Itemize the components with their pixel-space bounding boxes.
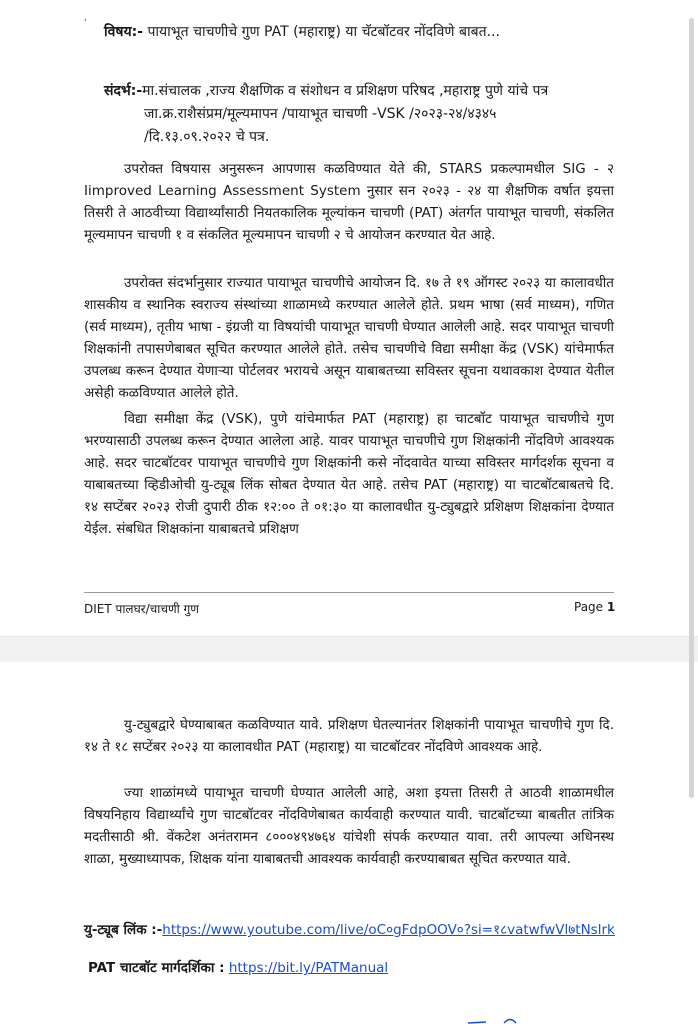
manual-label: PAT चाटबॉट मार्गदर्शिका : — [88, 960, 225, 976]
paragraph-1-text: उपरोक्त विषयास अनुसरून आपणास कळविण्यात येते की, STARS प्रकल्पामधील SIG - २ Iimproved Learning Assessment System नुसार सन २०२३ - २४ या शैक्षणिक वर्षात इयत्ता तिसरी ते आठवीच्या विद्यार्थ्यांसाठी नियतकालिक मूल्यांकन चाचणी (PAT) अंतर्गत पायाभूत चाचणी, संकलित मूल्यमापन चाचणी १ व संकलित मूल्यमापन चाचणी २ चे आयोजन करण्यात येत आहे. — [84, 161, 614, 243]
paragraph-2-text: उपरोक्त संदर्भानुसार राज्यात पायाभूत चाचणीचे आयोजन दि. १७ ते १९ ऑगस्ट २०२३ या कालावधीत शासकीय व स्थानिक स्वराज्य संस्थांच्या शाळामध्ये करण्यात आलेले होते. प्रथम भाषा (सर्व माध्यम), गणित (सर्व माध्यम), तृतीय भाषा - इंग्रजी या विषयांची पायाभूत चाचणी घेण्यात आलेली आहे. सदर पायाभूत चाचणी शिक्षकांनी तपासणेबाबत सूचित करण्यात आलेले होते. तसेच चाचणीचे विद्या समीक्षा केंद्र (VSK) यांचेमार्फत उपलब्ध करून देण्यात येणाऱ्या पोर्टलवर भरायचे असून याबाबतच्या सविस्तर सूचना यथावकाश देण्यात येतील असेही कळविण्यात आलेले होते. — [84, 275, 614, 401]
reference-line-3: /दि.१३.०९.२०२२ चे पत्र. — [144, 129, 270, 145]
paragraph-2 — [84, 272, 614, 404]
footer-divider — [84, 592, 614, 593]
paragraph-5-text: ज्या शाळांमध्ये पायाभूत चाचणी घेण्यात आलेली आहे, अशा इयत्ता तिसरी ते आठवी शाळामधील विषयनिहाय विद्यार्थ्यांचे गुण चाटबॉटवर नोंदविणेबाबत कार्यवाही करण्यात यावी. चाटबॉटच्या बाबतीत तांत्रिक मदतीसाठी श्री. वेंकटेश अनंतरामन ८०००४९४७६४ यांचेशी संपर्क करण्यात यावा. तरी आपल्या अधिनस्थ शाळा, मुख्याध्यापक, शिक्षक यांना याबाबतची आवश्यक कार्यवाही करण्याबाबत सूचित करण्यात यावे. — [84, 785, 614, 867]
reference-block — [104, 80, 684, 149]
reference-line-2: जा.क्र.राशैसंप्रम/मूल्यमापन /पायाभूत चाचणी -VSK /२०२३-२४/४३४५ — [144, 106, 497, 122]
paragraph-4 — [84, 714, 614, 758]
subject-text: पायाभूत चाचणीचे गुण PAT (महाराष्ट्र) या चॅटबॉटवर नोंदविणे बाबत... — [143, 24, 500, 40]
paragraph-5 — [84, 782, 614, 870]
youtube-link[interactable]: https://www.youtube.com/live/oC०gFdpOOV०?si=१८vatwfwVl७tNslrk — [162, 922, 615, 938]
document-page-2 — [0, 662, 698, 1024]
paragraph-3-text: विद्या समीक्षा केंद्र (VSK), पुणे यांचेमार्फत PAT (महाराष्ट्र) हा चाटबॉट पायाभूत चाचणीचे गुण भरण्यासाठी उपलब्ध करून देण्यात आलेला आहे. यावर पायाभूत चाचणीचे गुण शिक्षकांनी नोंदविणे आवश्यक आहे. सदर चाटबॉटवर पायाभूत चाचणीचे गुण शिक्षकांनी कसे नोंदवावेत याच्या सविस्तर मार्गदर्शक सूचना व याबाबतच्या व्हिडीओची यु-ट्यूब लिंक सोबत देण्यात येत आहे. तसेच PAT (महाराष्ट्र) या चाटबॉटबाबतचे दि. १४ सप्टेंबर २०२३ रोजी दुपारी ठीक १२:०० ते ०१:३० या कालावधीत यु-ट्युबद्वारे प्रशिक्षण शिक्षकांना देण्यात येईल. संबधित शिक्षकांना याबाबतचे प्रशिक्षण — [84, 411, 614, 537]
scrollbar[interactable] — [689, 18, 694, 798]
page-gap — [0, 636, 698, 664]
subject-label: विषय:- — [104, 24, 144, 40]
corner-mark: , — [84, 13, 87, 23]
youtube-label: यु-ट्यूब लिंक :- — [84, 922, 163, 938]
page-number — [574, 600, 615, 614]
paragraph-3 — [84, 408, 614, 540]
paragraph-4-text: यु-ट्युबद्वारे घेण्याबाबत कळविण्यात यावे. प्रशिक्षण घेतल्यानंतर शिक्षकांनी पायाभूत चाचणीचे गुण दि. १४ ते १८ सप्टेंबर २०२३ या कालावधीत PAT (महाराष्ट्र) या चाटबॉटवर नोंदविणे आवश्यक आहे. — [84, 717, 614, 755]
page-label: Page — [574, 600, 604, 614]
signature-stroke-icon — [466, 1014, 526, 1024]
page-number-value: 1 — [606, 600, 616, 614]
manual-link[interactable]: https://bit.ly/PATManual — [228, 960, 389, 976]
reference-label: संदर्भ:- — [104, 83, 143, 99]
footer-left: DIET पालघर/चाचणी गुण — [84, 602, 199, 616]
paragraph-1 — [84, 158, 614, 246]
subject-line — [104, 22, 500, 41]
youtube-link-row — [84, 920, 615, 938]
reference-line-1: मा.संचालक ,राज्य शैक्षणिक व संशोधन व प्रशिक्षण परिषद ,महाराष्ट्र पुणे यांचे पत्र — [142, 83, 549, 99]
manual-link-row — [88, 958, 388, 976]
